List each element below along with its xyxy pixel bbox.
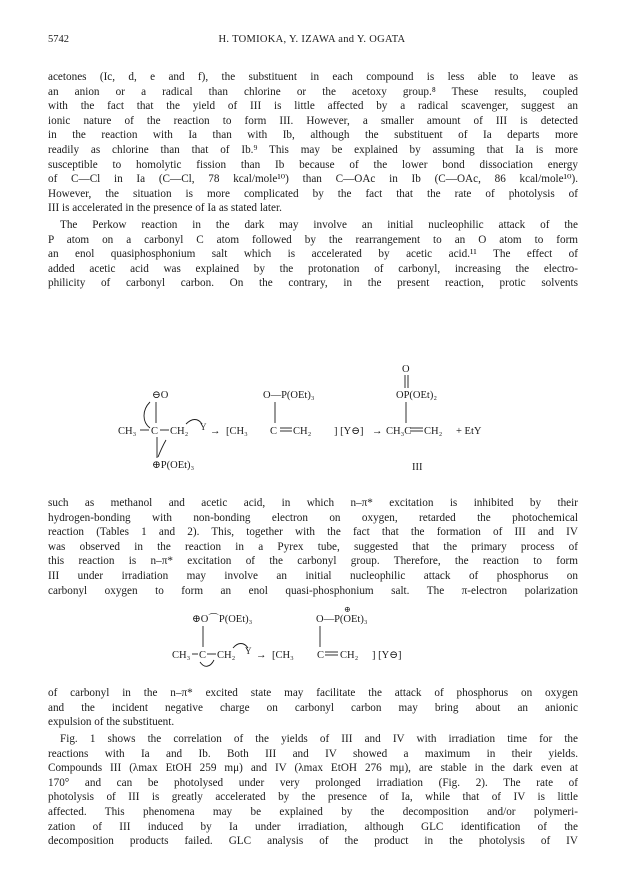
text-line: P atom on a carbonyl C atom followed by the rearrangement to an O atom to form bbox=[48, 233, 578, 246]
scheme1-c: C bbox=[151, 426, 159, 437]
text-line: III under irradiation may involve an initial nucleophilic attack of phosphorus on bbox=[48, 569, 578, 582]
text-line: Compounds III (λmax EtOH 259 mμ) and IV (λmax EtOH 276 mμ), are stable in the dark even at bbox=[48, 762, 578, 775]
scheme1-curved-arrow bbox=[144, 402, 150, 428]
text-line: expulsion of the substituent. bbox=[48, 716, 175, 729]
text-line: affected. This phenomena may be explained by the decomposition and/or polymeri- bbox=[48, 805, 578, 818]
scheme2-arrow: → bbox=[256, 650, 267, 661]
scheme2-y: Y bbox=[245, 646, 252, 656]
text-line: such as methanol and acetic acid, in which n–π* excitation is inhibited by their bbox=[48, 497, 578, 509]
text-line: carbonyl oxygen to form an enol quasi-phosphonium salt. The π-electron polarization bbox=[48, 584, 578, 597]
scheme1-p-plus: ⊕P(OEt)₃ bbox=[152, 460, 195, 471]
text-line: III is accelerated in the presence of Ia as stated later. bbox=[48, 202, 282, 215]
running-header bbox=[48, 34, 576, 48]
text-line: ionic nature of the reaction to form III. However, a smaller amount of III is detected bbox=[48, 114, 578, 127]
scheme1-curved-arrow bbox=[158, 440, 166, 457]
scheme1-ch2: CH₂ bbox=[170, 426, 189, 437]
reaction-scheme-1 bbox=[0, 292, 624, 490]
scheme2-bracket-close: ] [Y⊖] bbox=[372, 650, 402, 661]
text-line: reactions with Ia and Ib. Both III and IV showed a maximum in their yields. bbox=[48, 747, 578, 760]
scheme1-ch3c: CH₃C bbox=[386, 426, 412, 437]
page-number: 5742 bbox=[48, 34, 69, 45]
scheme1-minus-o: ⊖O bbox=[152, 390, 169, 401]
text-line: this reaction is n–π* excitation of the carbonyl group. Therefore, the reaction to form bbox=[48, 555, 578, 568]
scheme1-bracket-open: [CH₃ bbox=[226, 426, 248, 437]
scheme2-c: C bbox=[199, 650, 207, 661]
text-line: readily as chlorine than that of Ib.⁹ This may be explained by assuming that Ia is more bbox=[48, 143, 578, 156]
paragraph-4 bbox=[48, 686, 578, 730]
scheme2-eq-ch2: CH₂ bbox=[340, 650, 359, 661]
scheme2-o-p-right: O—P(OEt)₃ bbox=[316, 614, 368, 625]
paragraph-2 bbox=[48, 218, 578, 291]
text-line: photolysis of III is greatly accelerated by the presence of Ia, while that of IV is little bbox=[48, 791, 578, 804]
scheme1-plus-ety: + EtY bbox=[456, 426, 482, 437]
scheme2-ch2: CH₂ bbox=[217, 650, 236, 661]
text-line: an anion or a radical than chlorine or the acetoxy group.⁸ These results, coupled bbox=[48, 85, 578, 98]
text-line: reaction (Tables 1 and 2). This, together with the fact that the formation of III and IV bbox=[48, 526, 578, 539]
text-line: of C—Cl in Ia (C—Cl, 78 kcal/mole¹⁰) than C—OAc in Ib (C—OAc, 86 kcal/mole¹⁰). bbox=[48, 173, 578, 186]
running-authors: H. TOMIOKA, Y. IZAWA and Y. OGATA bbox=[218, 34, 406, 45]
scheme1-ch3: CH₃ bbox=[118, 426, 137, 437]
text-line: acetones (Ic, d, e and f), the substituent in each compound is less able to leave as bbox=[48, 71, 578, 83]
text-line: was observed in the reaction in a Pyrex tube, suggested that the primary process of bbox=[48, 540, 578, 553]
text-line: susceptible to homolytic fission than Ib because of the lower bond dissociation energy bbox=[48, 158, 578, 171]
scheme1-o-p-plus: O—P(OEt)₃ bbox=[263, 390, 315, 401]
text-line: decomposition products failed. GLC analysis of the product in the photolysis of IV bbox=[48, 835, 578, 848]
paragraph-5 bbox=[48, 732, 578, 849]
scheme2-ch3: CH₃ bbox=[172, 650, 191, 661]
scheme1-label-iii: III bbox=[412, 462, 423, 473]
scheme1-arrow-1: → bbox=[210, 426, 221, 437]
scheme1-bracket-close: ] [Y⊖] bbox=[334, 426, 364, 437]
text-line: in the reaction with Ia than with Ib, although the substituent of Ia departs more bbox=[48, 129, 578, 142]
text-line: Fig. 1 shows the correlation of the yields of III and IV with irradiation time for the bbox=[60, 733, 578, 745]
text-line: zation of III induced by Ia under irradiation, although GLC identification of the bbox=[48, 820, 578, 833]
text-line: 170° and can be photolysed under very prolonged irradiation (Fig. 2). The rate of bbox=[48, 776, 578, 789]
scheme1-eq-ch2-b: CH₂ bbox=[424, 426, 443, 437]
text-line: The Perkow reaction in the dark may involve an initial nucleophilic attack of the bbox=[60, 219, 578, 231]
scheme1-o-top: O bbox=[402, 364, 410, 375]
text-line: of carbonyl in the n–π* excited state may facilitate the attack of phosphorus on oxygen bbox=[48, 687, 578, 699]
text-line: philicity of carbonyl carbon. On the contrary, in the present reaction, protic solvents bbox=[48, 277, 578, 290]
scheme1-eq-ch2: CH₂ bbox=[293, 426, 312, 437]
paragraph-3 bbox=[48, 496, 578, 598]
text-line: hydrogen-bonding with non-bonding electron on oxygen, retarded the photochemical bbox=[48, 511, 578, 524]
text-line: However, the situation is more complicated by the fact that the rate of photolysis of bbox=[48, 187, 578, 200]
scheme1-op-oet2: OP(OEt)₂ bbox=[396, 390, 437, 401]
scheme1-y: Y bbox=[200, 422, 207, 432]
scheme2-bracket-open: [CH₃ bbox=[272, 650, 294, 661]
scheme1-arrow-2: → bbox=[372, 426, 383, 437]
text-line: and the incident negative charge on carbonyl carbon may bring about an anionic bbox=[48, 701, 578, 714]
paragraph-1 bbox=[48, 70, 578, 216]
scheme2-plus-mark: ⊕ bbox=[344, 605, 351, 614]
text-line: added acetic acid was explained by the protonation of carbonyl, increasing the electro- bbox=[48, 262, 578, 275]
scheme2-c2: C bbox=[317, 650, 325, 661]
reaction-scheme-2 bbox=[0, 600, 624, 678]
scheme2-o-p-left: ⊕O⌒P(OEt)₃ bbox=[192, 614, 253, 625]
text-line: with the fact that the yield of III is little affected by a radical scavenger, suggest an bbox=[48, 100, 578, 113]
scheme1-c2: C bbox=[270, 426, 278, 437]
text-line: an enol quasiphosphonium salt which is accelerated by acetic acid.¹¹ The effect of bbox=[48, 248, 578, 261]
